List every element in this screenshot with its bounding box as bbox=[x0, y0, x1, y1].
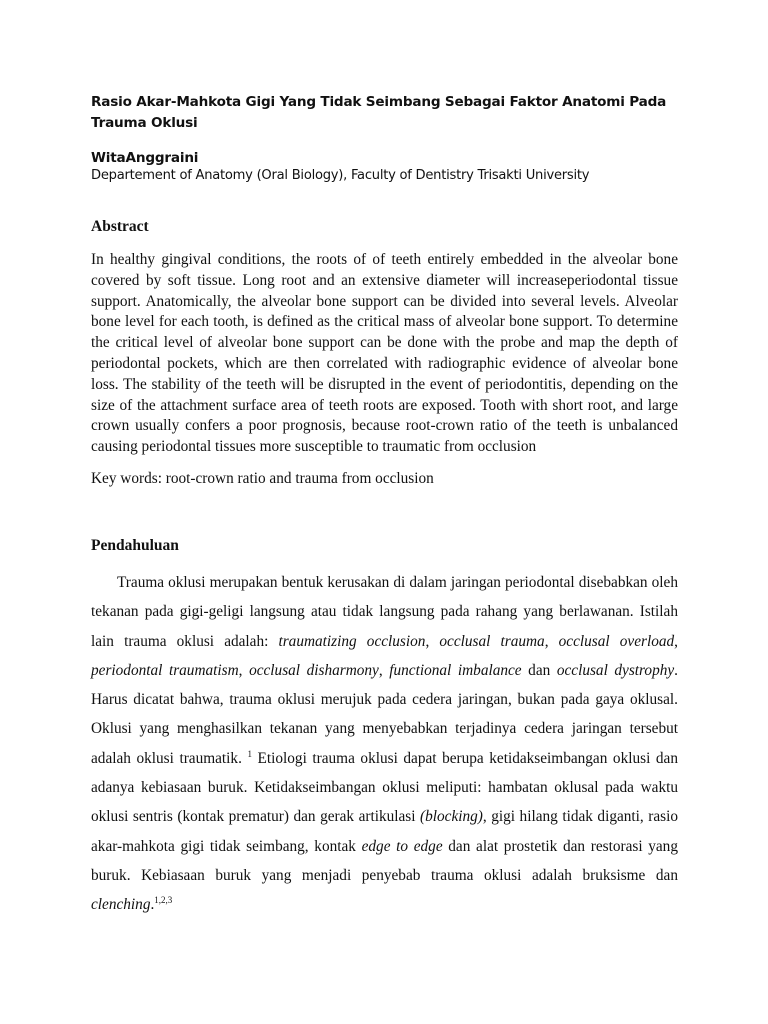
intro-text: , bbox=[425, 632, 440, 650]
citation-superscript: 1,2,3 bbox=[154, 895, 173, 906]
intro-term: (blocking) bbox=[420, 808, 483, 826]
intro-term: functional imbalance bbox=[389, 661, 522, 679]
intro-term: periodontal traumatism bbox=[91, 661, 239, 679]
intro-text: , bbox=[544, 632, 559, 650]
intro-text: , bbox=[674, 632, 678, 650]
intro-text: . bbox=[150, 896, 155, 914]
keywords: Key words: root-crown ratio and trauma from occlusion bbox=[91, 470, 434, 487]
paper-title: Rasio Akar-Mahkota Gigi Yang Tidak Seimbang Sebagai Faktor Anatomi Pada Trauma Oklusi bbox=[91, 94, 667, 131]
intro-text: dan alat prostetik dan restorasi yang buruk. Kebiasaan buruk yang menjadi penyebab trauma oklusi adalah bruksisme dan bbox=[91, 837, 678, 884]
citation-superscript: 1 bbox=[247, 748, 252, 759]
intro-term: edge to edge bbox=[361, 837, 443, 855]
introduction-paragraph bbox=[91, 568, 678, 920]
intro-text: Trauma oklusi merupakan bentuk kerusakan di dalam jaringan periodontal disebabkan oleh tekanan pada gigi-geligi langsung atau tidak langsung pada rahang yang berlawanan. Istilah lain trauma oklusi adalah: bbox=[91, 574, 678, 650]
intro-term: traumatizing occlusion bbox=[278, 632, 426, 650]
intro-term: occlusal trauma bbox=[439, 632, 545, 650]
intro-text: , bbox=[238, 661, 250, 679]
introduction-heading: Pendahuluan bbox=[91, 537, 179, 554]
intro-text: , bbox=[378, 661, 390, 679]
intro-text: Etiologi trauma oklusi dapat berupa ketidakseimbangan oklusi dan adanya kebiasaan buruk. Ketidakseimbangan oklusi meliputi: hambatan oklusal pada waktu oklusi sentris (kontak prematur) dan gerak artikulasi bbox=[91, 749, 678, 826]
intro-term: occlusal dystrophy bbox=[556, 661, 675, 679]
abstract-text: In healthy gingival conditions, the roots of of teeth entirely embedded in the alveolar bone covered by soft tissue. Long root and an extensive diameter will increaseperiodontal tissue support. Anatomically, the alveolar bone support can be divided into several levels. Alveolar bone level for each tooth, is defined as the critical mass of alveolar bone support. To determine the critical level of alveolar bone support can be done with the probe and map the depth of periodontal pockets, which are then correlated with radiographic evidence of alveolar bone loss. The stability of the teeth will be disrupted in the event of periodontitis, depending on the size of the attachment surface area of teeth roots are exposed. Tooth with short root, and large crown usually confers a poor prognosis, because root-crown ratio of the teeth is unbalanced causing periodontal tissues more susceptible to traumatic from occlusion bbox=[91, 251, 678, 456]
intro-term: occlusal overload bbox=[558, 632, 675, 650]
intro-term: clenching bbox=[91, 896, 151, 914]
intro-text: , gigi hilang tidak diganti, rasio akar-mahkota gigi tidak seimbang, kontak bbox=[91, 808, 678, 855]
author-affiliation: Departement of Anatomy (Oral Biology), Faculty of Dentistry Trisakti University bbox=[91, 168, 590, 183]
intro-text: . Harus dicatat bahwa, trauma oklusi merujuk pada cedera jaringan, bukan pada gaya oklusal. Oklusi yang menghasilkan tekanan yang menyebabkan terjadinya cedera jaringan tersebut adalah oklusi traumatik. bbox=[91, 661, 678, 767]
intro-term: occlusal disharmony bbox=[249, 661, 379, 679]
abstract-heading: Abstract bbox=[91, 218, 149, 235]
intro-text: dan bbox=[521, 661, 557, 679]
author-name: WitaAnggraini bbox=[91, 150, 199, 166]
